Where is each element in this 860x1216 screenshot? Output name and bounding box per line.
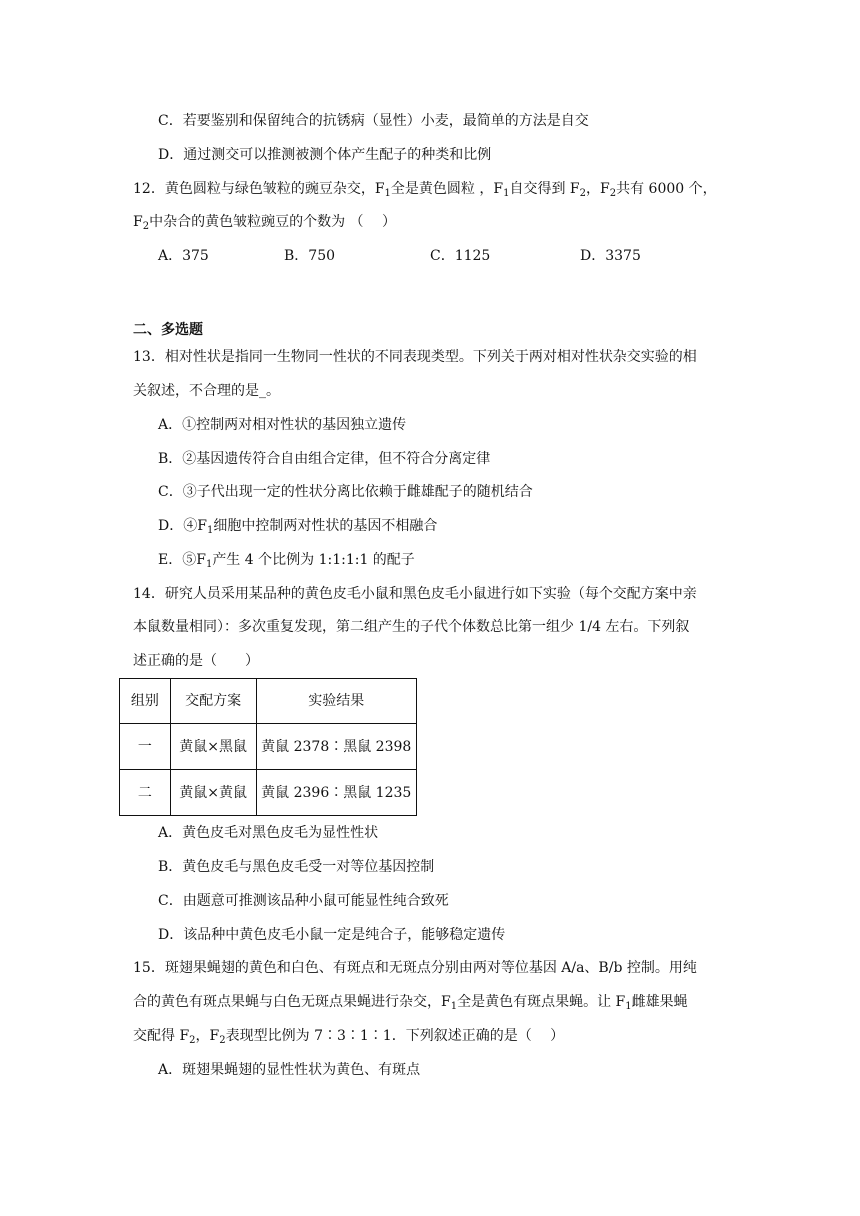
q14-option-d: D．该品种中黄色皮毛小鼠一定是纯合子，能够稳定遗传 (158, 927, 506, 943)
table-header-cell: 组别 (120, 679, 171, 724)
q13-option-e: E．$⑤F_1$产生 4 个比例为 1:1:1:1 的配子 (158, 552, 415, 570)
q12-option-c: C．1125 (430, 248, 491, 264)
q15-stem-line1: 15．斑翅果蝇翅的黄色和白色、有斑点和无斑点分别由两对等位基因 A/a、B/b 控制。用纯 (133, 960, 697, 976)
q14-stem-line2: 本鼠数量相同）：多次重复发现，第二组产生的子代个体数总比第一组少 1/4 左右。下列叙 (133, 619, 690, 635)
q13-stem-line2: 关叙述，不合理的是_。 (133, 383, 280, 399)
table-cell: 黄鼠×黑鼠 (170, 724, 256, 770)
q15-stem-line2: 合的黄色有斑点果蝇与白色无斑点果蝇进行杂交，$F_1$全是黄色有斑点果蝇。让 $F_1$雌雄果蝇 (133, 994, 688, 1012)
experiment-table (119, 678, 417, 816)
table-row (120, 770, 417, 816)
q13-option-c: C．③子代出现一定的性状分离比依赖于雌雄配子的随机结合 (158, 484, 533, 500)
section-heading: 二、多选题 (133, 322, 203, 338)
q13-option-b: B．②基因遗传符合自由组合定律，但不符合分离定律 (158, 451, 491, 467)
q12-stem-line1: 12．黄色圆粒与绿色皱粒的豌豆杂交，$F_1$全是黄色圆粒 ，$F_1$自交得到 $F_2$，$F_2$共有 6000 个， (133, 181, 717, 199)
q13-stem-line1: 13．相对性状是指同一生物同一性状的不同表现类型。下列关于两对相对性状杂交实验的相 (133, 349, 697, 365)
q13-option-d: D．$④F_1$细胞中控制两对性状的基因不相融合 (158, 518, 438, 536)
table-cell: 黄鼠 2378∶黑鼠 2398 (256, 724, 417, 770)
table-header-cell: 交配方案 (170, 679, 256, 724)
q12-option-d: D．3375 (580, 248, 641, 264)
q15-stem-line3: 交配得 $F_2$，$F_2$表现型比例为 7∶3∶1∶1．下列叙述正确的是（ ） (133, 1028, 565, 1046)
q12-options (158, 246, 718, 266)
table-cell: 二 (120, 770, 171, 816)
q14-stem-line3: 述正确的是（ ） (133, 653, 259, 669)
q14-option-a: A．黄色皮毛对黑色皮毛为显性性状 (158, 825, 379, 841)
table-cell: 黄鼠 2396∶黑鼠 1235 (256, 770, 417, 816)
table-header-cell: 实验结果 (256, 679, 417, 724)
q14-option-b: B．黄色皮毛与黑色皮毛受一对等位基因控制 (158, 859, 435, 875)
table-cell: 一 (120, 724, 171, 770)
q13-option-a: A．①控制两对相对性状的基因独立遗传 (158, 417, 407, 433)
q14-option-c: C．由题意可推测该品种小鼠可能显性纯合致死 (158, 893, 449, 909)
q14-stem-line1: 14．研究人员采用某品种的黄色皮毛小鼠和黑色皮毛小鼠进行如下实验（每个交配方案中亲 (133, 586, 697, 602)
table-row (120, 724, 417, 770)
q12-option-b: B．750 (284, 248, 336, 264)
table-cell: 黄鼠×黄鼠 (170, 770, 256, 816)
q11-option-d: D．通过测交可以推测被测个体产生配子的种类和比例 (158, 147, 492, 163)
q12-option-a: A．375 (158, 248, 209, 264)
q11-option-c: C．若要鉴别和保留纯合的抗锈病（显性）小麦，最简单的方法是自交 (158, 113, 589, 129)
table-header-row (120, 679, 417, 724)
q12-stem-line2: $F_2$中杂合的黄色皱粒豌豆的个数为 （ ） (133, 214, 396, 232)
q15-option-a: A．斑翅果蝇翅的显性性状为黄色、有斑点 (158, 1062, 421, 1078)
